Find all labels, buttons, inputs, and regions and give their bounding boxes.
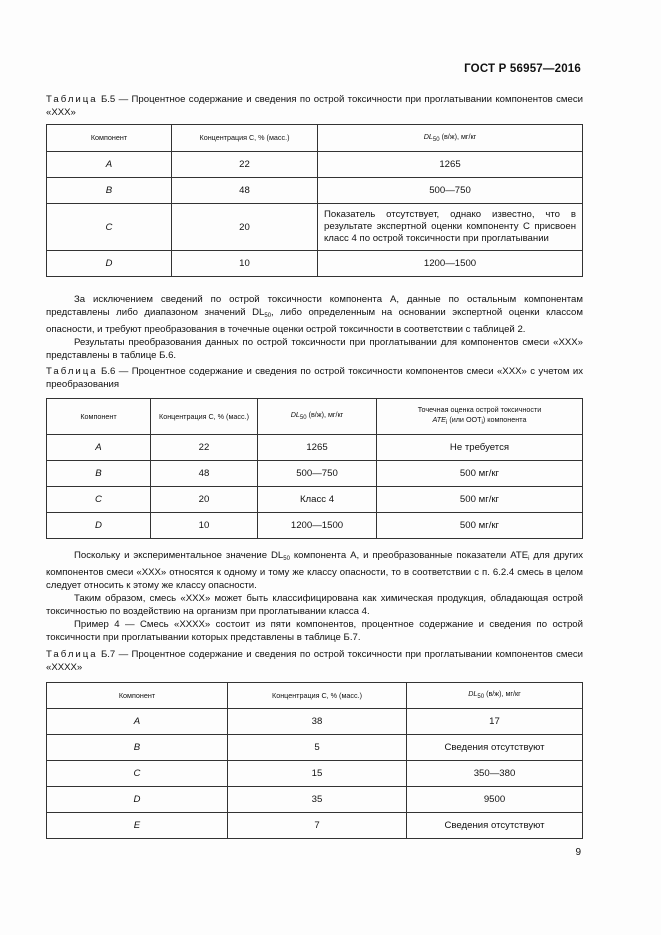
cell-component: C — [47, 761, 228, 787]
cell-component: C — [47, 204, 172, 251]
cell-dl50: 9500 — [407, 787, 583, 813]
cell-component: B — [47, 461, 151, 487]
cell-component: A — [47, 152, 172, 178]
caption-label: Таблица — [46, 649, 98, 660]
cell-component: B — [47, 735, 228, 761]
cell-ate: Не требуется — [377, 435, 583, 461]
cell-ate: 500 мг/кг — [377, 487, 583, 513]
cell-dl50: 350—380 — [407, 761, 583, 787]
body-text-2 — [46, 549, 583, 644]
cell-dl50: 17 — [407, 709, 583, 735]
caption-text: Б.7 — Процентное содержание и сведения по острой токсичности при проглатывании компонентов смеси «XXXX» — [46, 649, 583, 673]
cell-concentration: 48 — [172, 178, 318, 204]
table-header-row — [47, 399, 583, 435]
caption-label: Таблица — [46, 94, 98, 105]
table-row — [47, 435, 583, 461]
table-row — [47, 761, 583, 787]
table-b7 — [46, 682, 583, 839]
page-number: 9 — [575, 847, 581, 858]
column-header: Концентрация С, % (масс.) — [151, 399, 258, 435]
cell-dl50: Сведения отсутствуют — [407, 813, 583, 839]
paragraph: За исключением сведений по острой токсичности компонента А, данные по остальным компонентам представлены либо диапазоном значений $DL_{50}$, либо определенным на основании экспертной оценки классом опасности, и требуют преобразования в точечные оценки острой токсичности в соответствии с таблицей 2. — [46, 294, 583, 335]
column-header: Компонент — [47, 125, 172, 152]
document-id: ГОСТ Р 56957—2016 — [464, 63, 581, 75]
column-header: $DL_{50}$ (в/ж), мг/кг — [318, 125, 583, 152]
cell-concentration: 20 — [151, 487, 258, 513]
table-b5 — [46, 124, 583, 277]
column-header: Компонент — [47, 683, 228, 709]
table-row — [47, 152, 583, 178]
table-row — [47, 178, 583, 204]
cell-ate: 500 мг/кг — [377, 513, 583, 539]
cell-component: B — [47, 178, 172, 204]
table-row — [47, 787, 583, 813]
cell-dl50: Сведения отсутствуют — [407, 735, 583, 761]
column-header: $DL_{50}$ (в/ж), мг/кг — [258, 399, 377, 435]
cell-concentration: 22 — [172, 152, 318, 178]
cell-component: C — [47, 487, 151, 513]
cell-concentration: 22 — [151, 435, 258, 461]
table-b6-caption — [46, 365, 583, 391]
cell-concentration: 15 — [228, 761, 407, 787]
cell-concentration: 5 — [228, 735, 407, 761]
cell-concentration: 48 — [151, 461, 258, 487]
table-row — [47, 709, 583, 735]
table-row — [47, 461, 583, 487]
table-header-row — [47, 683, 583, 709]
column-header: $DL_{50}$ (в/ж), мг/кг — [407, 683, 583, 709]
column-header: Компонент — [47, 399, 151, 435]
paragraph: Результаты преобразования данных по острой токсичности при проглатывании для компонентов смеси «XXX» представлены в таблице Б.6. — [46, 337, 583, 361]
body-text-1 — [46, 293, 583, 362]
cell-dl50: 1265 — [318, 152, 583, 178]
cell-component: D — [47, 251, 172, 277]
cell-concentration: 7 — [228, 813, 407, 839]
cell-dl50: 1200—1500 — [318, 251, 583, 277]
cell-component: A — [47, 709, 228, 735]
table-row — [47, 813, 583, 839]
cell-concentration: 35 — [228, 787, 407, 813]
cell-ate: 500 мг/кг — [377, 461, 583, 487]
table-row — [47, 204, 583, 251]
cell-component: D — [47, 513, 151, 539]
cell-dl50: 500—750 — [318, 178, 583, 204]
column-header: Концентрация С, % (масс.) — [172, 125, 318, 152]
cell-concentration: 10 — [151, 513, 258, 539]
column-header: Точечная оценка острой токсичности $ATE_i$ (или $ООТ_i$) компонента — [377, 399, 583, 435]
cell-dl50: Класс 4 — [258, 487, 377, 513]
cell-concentration: 38 — [228, 709, 407, 735]
table-header-row — [47, 125, 583, 152]
caption-text: Б.6 — Процентное содержание и сведения по острой токсичности компонентов смеси «XXX» с учетом их преобразования — [46, 366, 583, 390]
paragraph: Поскольку и экспериментальное значение $DL_{50}$ компонента А, и преобразованные показатели $ATE_i$ для других компонентов смеси «XXX» относятся к одному и тому же классу опасности, то в соответствии с п. 6.2.4 смесь в целом следует относить к этому же классу опасности. — [46, 550, 583, 591]
table-row — [47, 513, 583, 539]
cell-dl50: 1265 — [258, 435, 377, 461]
table-b7-caption — [46, 648, 583, 674]
paragraph: Пример 4 — Смесь «XXXX» состоит из пяти компонентов, процентное содержание и сведения по острой токсичности при проглатывании которых представлены в таблице Б.7. — [46, 619, 583, 643]
cell-concentration: 20 — [172, 204, 318, 251]
cell-dl50: Показатель отсутствует, однако известно, что в результате экспертной оценки компоненту С присвоен класс 4 по острой токсичности при проглатывании — [318, 204, 583, 251]
caption-text: Б.5 — Процентное содержание и сведения по острой токсичности при проглатывании компонентов смеси «XXX» — [46, 94, 583, 118]
cell-dl50: 500—750 — [258, 461, 377, 487]
cell-component: D — [47, 787, 228, 813]
table-row — [47, 251, 583, 277]
column-header: Концентрация С, % (масс.) — [228, 683, 407, 709]
caption-label: Таблица — [46, 366, 98, 377]
table-b5-caption — [46, 93, 583, 119]
cell-component: A — [47, 435, 151, 461]
table-b6 — [46, 398, 583, 539]
paragraph: Таким образом, смесь «XXX» может быть классифицирована как химическая продукция, обладающая острой токсичностью по воздействию на организм при проглатывании класса 4. — [46, 593, 583, 617]
table-row — [47, 735, 583, 761]
table-row — [47, 487, 583, 513]
cell-concentration: 10 — [172, 251, 318, 277]
cell-dl50: 1200—1500 — [258, 513, 377, 539]
cell-component: E — [47, 813, 228, 839]
